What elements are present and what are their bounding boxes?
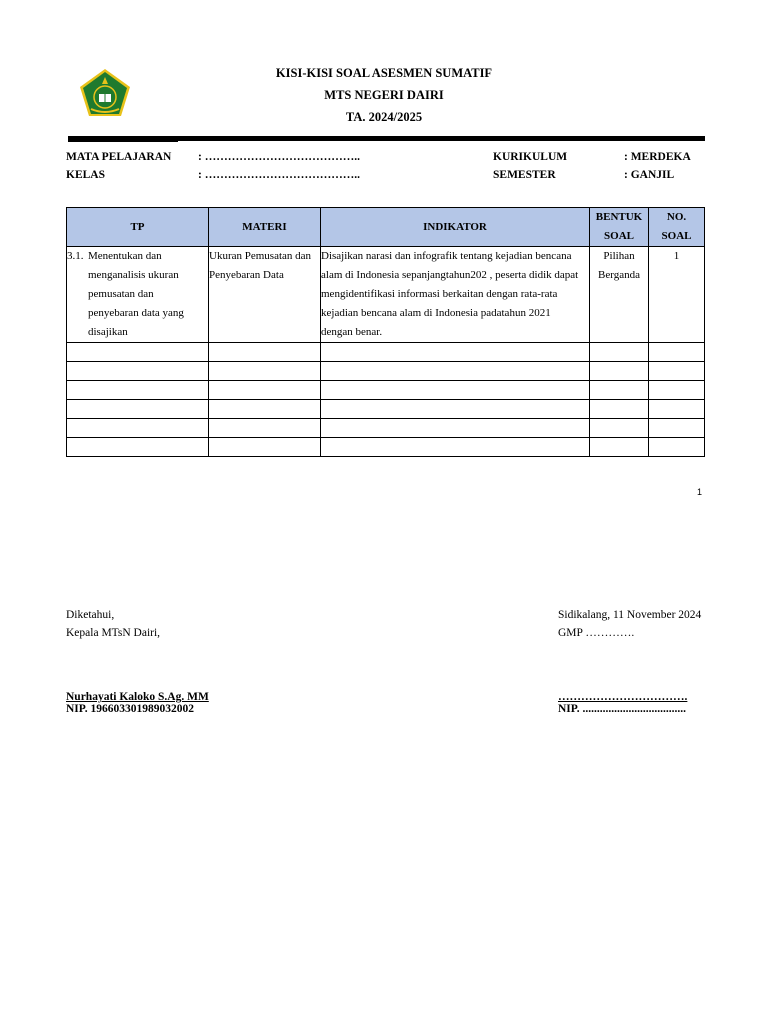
materi-line: Ukuran Pemusatan dan <box>209 250 312 262</box>
kurikulum-value: : MERDEKA <box>624 151 691 163</box>
table-header-row <box>67 208 705 247</box>
empty-cell <box>649 343 705 362</box>
header-indikator: INDIKATOR <box>321 208 590 247</box>
teacher-name: ……………………………. <box>558 691 688 703</box>
semester-value: : GANJIL <box>624 169 675 181</box>
table-row <box>67 438 705 457</box>
empty-cell <box>590 381 649 400</box>
empty-cell <box>67 381 209 400</box>
empty-cell <box>590 400 649 419</box>
empty-cell <box>209 362 321 381</box>
header-materi: MATERI <box>209 208 321 247</box>
tp-line: pemusatan dan <box>88 288 154 300</box>
kurikulum-label: KURIKULUM <box>493 151 568 163</box>
empty-cell <box>321 343 590 362</box>
empty-cell <box>209 381 321 400</box>
kelas-label: KELAS <box>66 169 105 181</box>
bentuk-line: Berganda <box>598 269 640 281</box>
mata-pelajaran-value: : ………………………………….. <box>198 151 360 163</box>
empty-cell <box>649 362 705 381</box>
principal-name: Nurhayati Kaloko S.Ag. MM <box>66 691 209 703</box>
empty-cell <box>590 362 649 381</box>
table-row <box>67 400 705 419</box>
empty-cell <box>67 438 209 457</box>
document-title: KISI-KISI SOAL ASESMEN SUMATIF <box>275 66 493 80</box>
header-tp: TP <box>67 208 209 247</box>
no-soal-cell: 1 <box>649 247 705 343</box>
tp-line: Menentukan dan <box>88 250 162 262</box>
empty-cell <box>590 419 649 438</box>
table-row <box>67 362 705 381</box>
indikator-line: Disajikan narasi dan infografik tentang kejadian bencana <box>321 250 572 262</box>
empty-cell <box>649 419 705 438</box>
bentuk-line: Pilihan <box>603 250 635 262</box>
indikator-line: alam di Indonesia sepanjangtahun202 , peserta didik dapat <box>321 269 579 281</box>
empty-cell <box>67 343 209 362</box>
teacher-title: GMP …………. <box>558 627 635 639</box>
tp-number: 3.1. <box>67 250 84 262</box>
empty-cell <box>209 419 321 438</box>
empty-cell <box>649 381 705 400</box>
tp-line: disajikan <box>88 326 128 338</box>
academic-year: TA. 2024/2025 <box>345 110 423 124</box>
header-no-line1: NO. <box>666 211 687 223</box>
empty-cell <box>321 381 590 400</box>
empty-cell <box>321 362 590 381</box>
principal-nip: NIP. 196603301989032002 <box>66 703 194 715</box>
empty-cell <box>321 438 590 457</box>
page-number: 1 <box>697 487 703 497</box>
header-no-soal <box>649 208 705 247</box>
mata-pelajaran-label: MATA PELAJARAN <box>66 151 172 163</box>
empty-cell <box>209 343 321 362</box>
tp-cell <box>67 247 209 343</box>
empty-cell <box>321 400 590 419</box>
tp-line: penyebaran data yang <box>88 307 184 319</box>
table-row <box>67 343 705 362</box>
principal-title: Kepala MTsN Dairi, <box>66 627 161 639</box>
indikator-line: kejadian bencana alam di Indonesia padatahun 2021 <box>321 307 551 319</box>
acknowledged-label: Diketahui, <box>66 609 115 621</box>
kisi-kisi-table <box>66 207 705 457</box>
header-no-line2: SOAL <box>661 230 692 242</box>
bentuk-soal-cell <box>590 247 649 343</box>
school-name: MTS NEGERI DAIRI <box>324 88 444 102</box>
indikator-line: mengidentifikasi informasi berkaitan dengan rata-rata <box>321 288 558 300</box>
header-bentuk-line1: BENTUK <box>595 211 643 223</box>
header-bentuk-line2: SOAL <box>604 230 634 242</box>
table-row <box>67 419 705 438</box>
empty-cell <box>67 419 209 438</box>
empty-cell <box>590 438 649 457</box>
empty-cell <box>67 400 209 419</box>
empty-cell <box>590 343 649 362</box>
teacher-nip: NIP. .................................... <box>558 703 686 715</box>
kelas-value: : ………………………………….. <box>198 169 360 181</box>
table-row <box>67 381 705 400</box>
empty-cell <box>209 438 321 457</box>
empty-cell <box>321 419 590 438</box>
materi-cell <box>209 247 321 343</box>
materi-line: Penyebaran Data <box>209 269 284 281</box>
empty-cell <box>649 438 705 457</box>
indikator-line: dengan benar. <box>321 326 383 338</box>
empty-cell <box>209 400 321 419</box>
table-row <box>67 247 705 343</box>
place-date: Sidikalang, 11 November 2024 <box>558 609 702 621</box>
empty-cell <box>649 400 705 419</box>
indikator-cell <box>321 247 590 343</box>
empty-cell <box>67 362 209 381</box>
header-divider-thin <box>68 141 178 142</box>
semester-label: SEMESTER <box>493 169 556 181</box>
header-bentuk-soal <box>590 208 649 247</box>
tp-line: menganalisis ukuran <box>88 269 179 281</box>
